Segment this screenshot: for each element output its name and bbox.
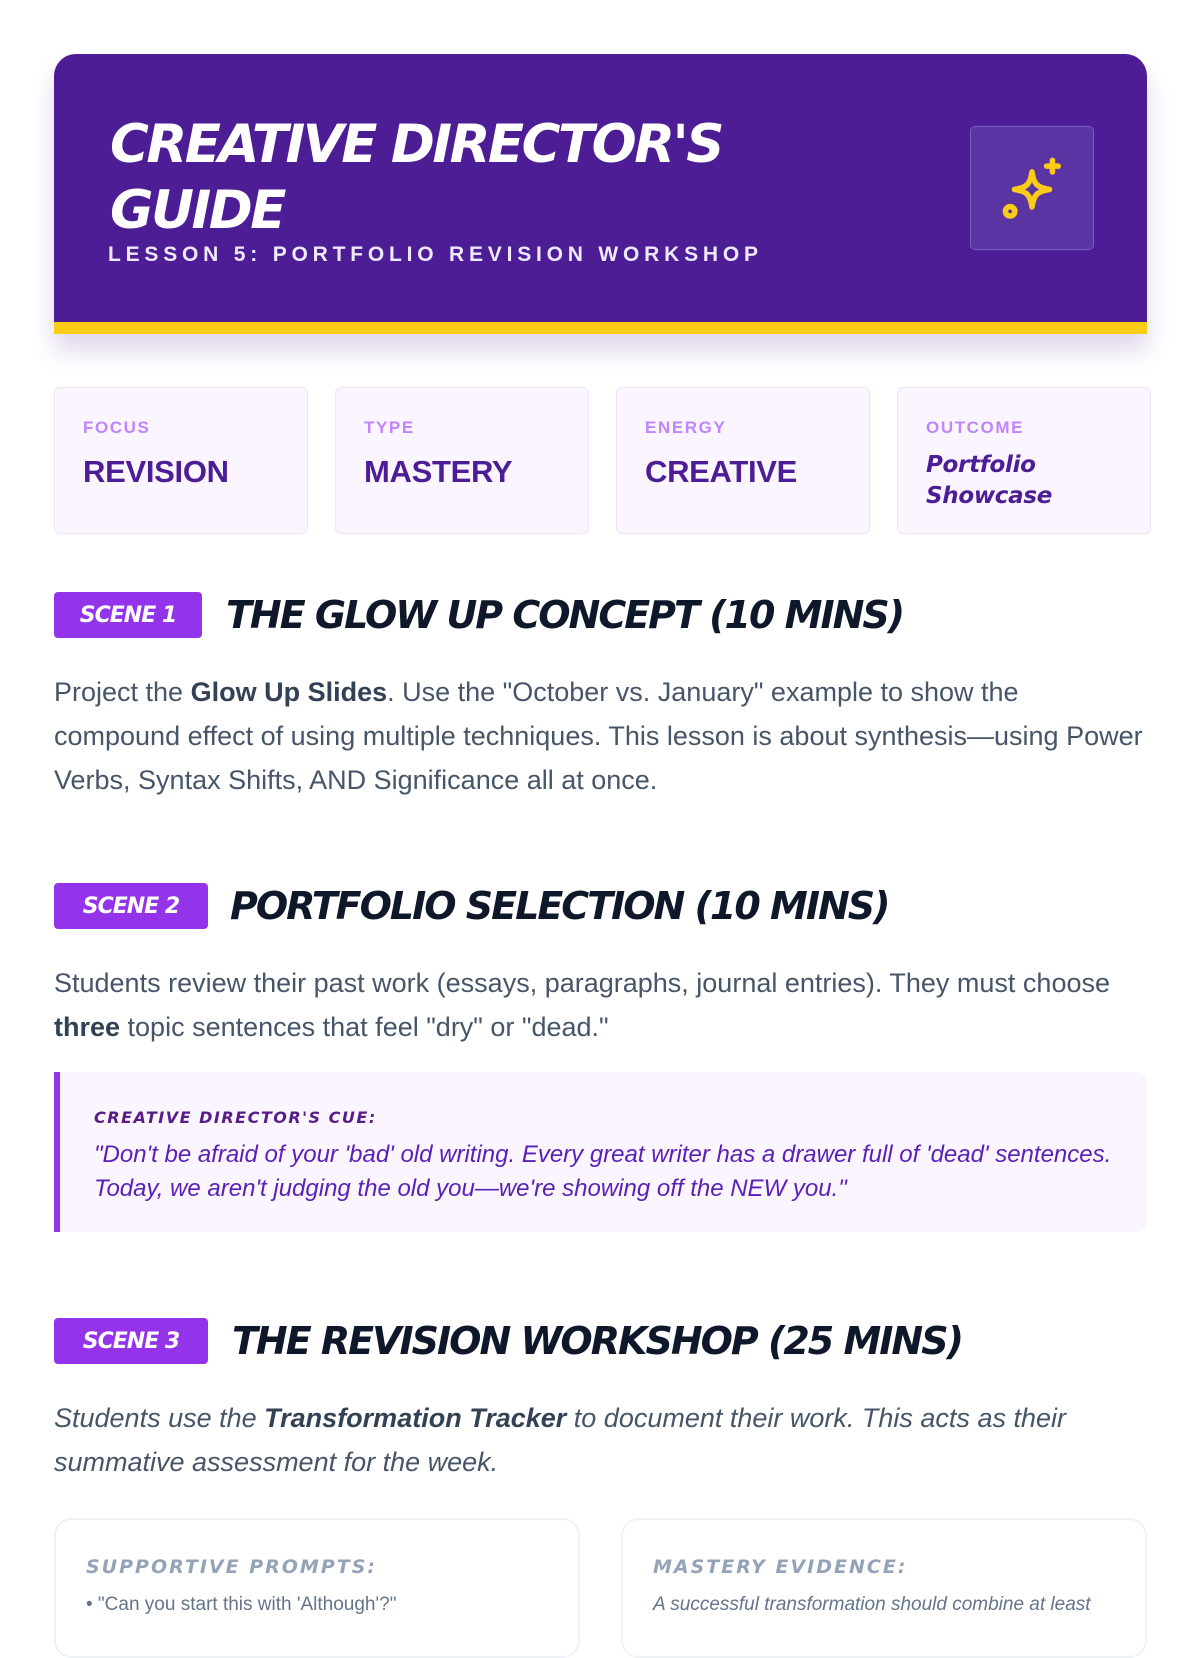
text-run: . Use the "October vs. January" example to show the compound effect of using multiple techniques. This lesson is about synthesis—using Power Verbs, Syntax Shifts, AND Significance all at once. [54,677,1143,795]
scene-2-badge: SCENE 2 [54,883,208,929]
meta-value: REVISION [83,454,229,489]
header-banner [54,54,1147,334]
box-label: MASTERY EVIDENCE: [653,1556,908,1578]
scene-3-badge: SCENE 3 [54,1318,208,1364]
text-run: Project the [54,677,191,707]
meta-card-focus [54,387,308,534]
text-run: Students use the [54,1403,265,1433]
meta-value: MASTERY [364,454,513,489]
meta-value: CREATIVE [645,454,798,489]
meta-label: OUTCOME [926,418,1025,437]
meta-card-type [335,387,589,534]
scene-2-title: PORTFOLIO SELECTION (10 MINS) [230,884,889,928]
supportive-prompts-box [54,1518,580,1658]
mastery-evidence-box [621,1518,1147,1658]
bold-text: Glow Up Slides [190,677,388,707]
box-label: SUPPORTIVE PROMPTS: [86,1556,378,1578]
meta-card-outcome [897,387,1151,534]
scene-3-paragraph [54,1396,1147,1484]
text-run: Students review their past work (essays, paragraphs, journal entries). They must choose [54,968,1110,998]
bold-text: three [54,1012,121,1042]
page-subtitle: LESSON 5: PORTFOLIO REVISION WORKSHOP [108,243,763,266]
bold-text: Transformation Tracker [264,1403,567,1433]
sparkle-icon [997,153,1067,223]
cue-text: "Don't be afraid of your 'bad' old writing. Every great writer has a drawer full of 'dead' sentences. Today, we aren't judging the old you—we're showing off the NEW you." [94,1141,1112,1202]
director-cue-callout [54,1072,1147,1232]
evidence-text: A successful transformation should combine at least [653,1594,1091,1615]
sparkle-badge [970,126,1094,250]
scene-1-badge: SCENE 1 [54,592,202,638]
meta-value: Portfolio Showcase [926,452,1053,509]
text-run: topic sentences that feel "dry" or "dead." [120,1012,609,1042]
meta-label: FOCUS [83,418,151,437]
cue-label: CREATIVE DIRECTOR'S CUE: [94,1108,377,1127]
meta-label: TYPE [364,418,415,437]
page-title: CREATIVE DIRECTOR'S GUIDE [110,114,722,241]
scene-1-title: THE GLOW UP CONCEPT (10 MINS) [226,593,904,637]
scene-1-paragraph [54,670,1147,802]
text-run: to document their work. This acts as their summative assessment for the week. [54,1403,1066,1477]
scene-3-title: THE REVISION WORKSHOP (25 MINS) [232,1319,962,1363]
meta-label: ENERGY [645,418,727,437]
prompt-item: • "Can you start this with 'Although'?" [86,1594,397,1615]
meta-card-energy [616,387,870,534]
scene-2-paragraph [54,961,1147,1049]
